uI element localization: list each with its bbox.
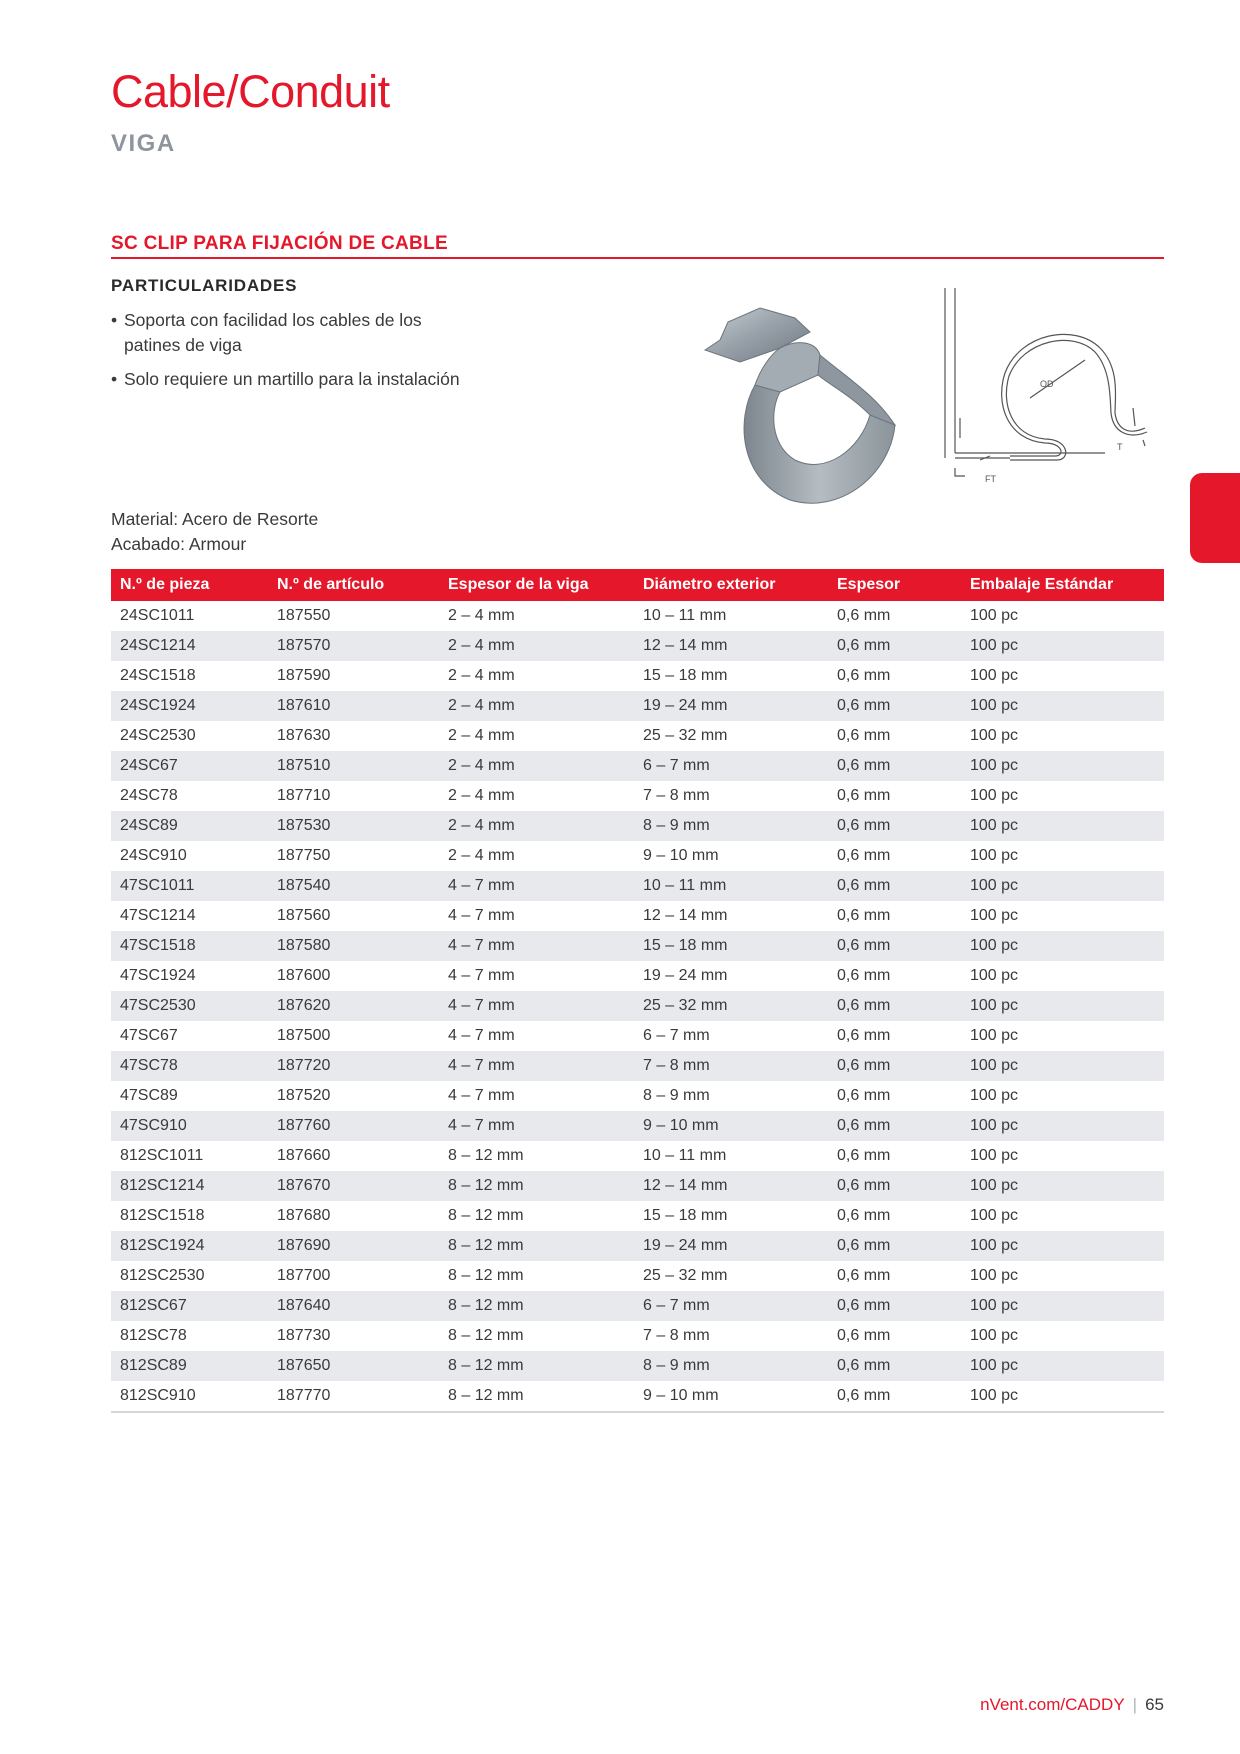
table-cell: 47SC910 xyxy=(111,1111,268,1141)
table-row xyxy=(111,781,1164,811)
table-cell: 2 – 4 mm xyxy=(448,667,515,684)
table-cell: 0,6 mm xyxy=(837,1087,891,1104)
page-title: Cable/Conduit xyxy=(111,66,390,117)
table-cell: 187520 xyxy=(277,1087,331,1104)
table-cell: 15 – 18 mm xyxy=(643,1207,728,1224)
t-label: T xyxy=(1117,442,1123,452)
table-cell: 187570 xyxy=(268,631,439,661)
material-line: Material: Acero de Resorte xyxy=(111,509,319,529)
table-cell: 100 pc xyxy=(961,1051,1164,1081)
table-cell: 100 pc xyxy=(970,1087,1019,1104)
table-row xyxy=(111,1051,1164,1081)
table-cell: 0,6 mm xyxy=(828,871,961,901)
column-header: Diámetro exterior xyxy=(634,569,828,601)
feature-text: Soporta con facilidad los cables de los patines de viga xyxy=(124,310,422,355)
table-cell: 100 pc xyxy=(970,667,1019,684)
table-cell: 0,6 mm xyxy=(837,607,891,624)
table-cell: 2 – 4 mm xyxy=(439,631,634,661)
page-footer xyxy=(980,1695,1164,1715)
table-cell: 2 – 4 mm xyxy=(439,811,634,841)
ft-label: FT xyxy=(985,474,996,484)
product-photo xyxy=(700,300,915,510)
column-header: N.º de artículo xyxy=(268,569,439,601)
table-cell: 100 pc xyxy=(961,1111,1164,1141)
table-cell: 187770 xyxy=(268,1381,439,1412)
table-cell: 6 – 7 mm xyxy=(634,1291,828,1321)
table-cell: 4 – 7 mm xyxy=(439,1111,634,1141)
table-cell: 187560 xyxy=(277,907,331,924)
table-cell: 187640 xyxy=(268,1291,439,1321)
table-cell: 187730 xyxy=(277,1327,331,1344)
table-cell: 47SC2530 xyxy=(111,991,268,1021)
table-row xyxy=(111,721,1164,751)
table-cell: 100 pc xyxy=(970,727,1019,744)
table-cell: 8 – 12 mm xyxy=(439,1381,634,1412)
table-cell: 187760 xyxy=(268,1111,439,1141)
table-cell: 24SC89 xyxy=(111,811,268,841)
table-cell: 2 – 4 mm xyxy=(439,691,634,721)
table-cell: 9 – 10 mm xyxy=(634,1381,828,1412)
table-cell: 6 – 7 mm xyxy=(634,751,828,781)
table-cell: 187500 xyxy=(277,1027,331,1044)
table-cell: 812SC2530 xyxy=(120,1267,205,1284)
table-cell: 12 – 14 mm xyxy=(634,631,828,661)
table-cell: 8 – 12 mm xyxy=(439,1351,634,1381)
table-cell: 0,6 mm xyxy=(837,667,891,684)
table-cell: 6 – 7 mm xyxy=(643,1027,710,1044)
table-cell: 10 – 11 mm xyxy=(634,871,828,901)
table-cell: 100 pc xyxy=(970,607,1019,624)
table-cell: 0,6 mm xyxy=(837,1327,891,1344)
table-cell: 187660 xyxy=(277,1147,331,1164)
table-cell: 0,6 mm xyxy=(837,1147,891,1164)
table-cell: 8 – 12 mm xyxy=(448,1327,524,1344)
table-cell: 812SC89 xyxy=(111,1351,268,1381)
table-row xyxy=(111,901,1164,931)
column-header: Embalaje Estándar xyxy=(961,569,1164,601)
table-cell: 187710 xyxy=(277,787,331,804)
table-cell: 2 – 4 mm xyxy=(448,727,515,744)
table-cell: 8 – 9 mm xyxy=(634,1351,828,1381)
table-cell: 4 – 7 mm xyxy=(439,1051,634,1081)
table-cell: 187550 xyxy=(277,607,331,624)
table-cell: 47SC67 xyxy=(120,1027,178,1044)
table-cell: 19 – 24 mm xyxy=(643,967,728,984)
table-cell: 4 – 7 mm xyxy=(448,967,515,984)
table-cell: 0,6 mm xyxy=(837,1027,891,1044)
table-cell: 0,6 mm xyxy=(837,967,891,984)
table-row xyxy=(111,961,1164,991)
table-cell: 4 – 7 mm xyxy=(448,1027,515,1044)
table-cell: 47SC1214 xyxy=(120,907,196,924)
table-cell: 812SC1924 xyxy=(111,1231,268,1261)
table-cell: 4 – 7 mm xyxy=(439,991,634,1021)
finish-line: Acabado: Armour xyxy=(111,534,247,554)
table-row xyxy=(111,1081,1164,1111)
table-cell: 0,6 mm xyxy=(828,931,961,961)
table-cell: 0,6 mm xyxy=(828,1351,961,1381)
table-cell: 47SC1518 xyxy=(111,931,268,961)
table-cell: 100 pc xyxy=(970,787,1019,804)
table-cell: 812SC1518 xyxy=(120,1207,205,1224)
table-cell: 187620 xyxy=(268,991,439,1021)
dimension-diagram xyxy=(935,288,1160,488)
table-cell: 187600 xyxy=(277,967,331,984)
table-row xyxy=(111,811,1164,841)
table-body xyxy=(111,601,1164,1412)
table-row xyxy=(111,601,1164,631)
table-row xyxy=(111,1201,1164,1231)
website-link[interactable]: nVent.com/CADDY xyxy=(980,1695,1125,1714)
table-cell: 4 – 7 mm xyxy=(448,907,515,924)
table-cell: 100 pc xyxy=(961,871,1164,901)
table-cell: 0,6 mm xyxy=(837,847,891,864)
table-cell: 4 – 7 mm xyxy=(439,931,634,961)
page-number: 65 xyxy=(1145,1695,1164,1714)
table-cell: 0,6 mm xyxy=(837,1267,891,1284)
table-row xyxy=(111,1261,1164,1291)
table-cell: 812SC910 xyxy=(111,1381,268,1412)
table-cell: 100 pc xyxy=(970,847,1019,864)
table-cell: 100 pc xyxy=(961,991,1164,1021)
table-cell: 100 pc xyxy=(970,1027,1019,1044)
table-cell: 187680 xyxy=(277,1207,331,1224)
table-cell: 0,6 mm xyxy=(828,631,961,661)
table-cell: 15 – 18 mm xyxy=(643,667,728,684)
table-cell: 9 – 10 mm xyxy=(634,1111,828,1141)
table-cell: 187650 xyxy=(268,1351,439,1381)
table-cell: 187590 xyxy=(277,667,331,684)
table-cell: 812SC67 xyxy=(111,1291,268,1321)
table-cell: 100 pc xyxy=(970,967,1019,984)
table-row xyxy=(111,1141,1164,1171)
table-cell: 100 pc xyxy=(961,811,1164,841)
table-row xyxy=(111,1291,1164,1321)
table-cell: 100 pc xyxy=(961,1171,1164,1201)
feature-item xyxy=(111,308,471,358)
table-cell: 100 pc xyxy=(970,907,1019,924)
table-cell: 0,6 mm xyxy=(828,691,961,721)
table-row xyxy=(111,1171,1164,1201)
table-cell: 100 pc xyxy=(970,1267,1019,1284)
table-cell: 8 – 12 mm xyxy=(439,1291,634,1321)
features-list xyxy=(111,308,471,401)
table-cell: 2 – 4 mm xyxy=(439,751,634,781)
table-cell: 100 pc xyxy=(961,631,1164,661)
table-row xyxy=(111,1111,1164,1141)
table-cell: 0,6 mm xyxy=(828,1111,961,1141)
table-cell: 812SC78 xyxy=(120,1327,187,1344)
table-cell: 2 – 4 mm xyxy=(448,607,515,624)
table-cell: 8 – 12 mm xyxy=(448,1207,524,1224)
table-cell: 187750 xyxy=(277,847,331,864)
od-label: OD xyxy=(1040,379,1054,389)
section-title: SC CLIP PARA FIJACIÓN DE CABLE xyxy=(111,233,448,254)
table-cell: 24SC1518 xyxy=(120,667,196,684)
table-cell: 0,6 mm xyxy=(828,1231,961,1261)
table-cell: 24SC910 xyxy=(120,847,187,864)
material-info xyxy=(111,507,318,557)
table-row xyxy=(111,1321,1164,1351)
table-cell: 9 – 10 mm xyxy=(643,847,719,864)
table-cell: 187670 xyxy=(268,1171,439,1201)
table-cell: 2 – 4 mm xyxy=(448,847,515,864)
table-cell: 100 pc xyxy=(961,1291,1164,1321)
table-cell: 187630 xyxy=(277,727,331,744)
feature-item xyxy=(111,367,471,392)
column-header: Espesor xyxy=(828,569,961,601)
table-cell: 100 pc xyxy=(961,1381,1164,1412)
table-cell: 187580 xyxy=(268,931,439,961)
table-cell: 24SC2530 xyxy=(120,727,196,744)
table-cell: 0,6 mm xyxy=(837,1207,891,1224)
table-row xyxy=(111,691,1164,721)
table-cell: 12 – 14 mm xyxy=(634,1171,828,1201)
table-cell: 12 – 14 mm xyxy=(643,907,728,924)
table-row xyxy=(111,631,1164,661)
table-cell: 2 – 4 mm xyxy=(448,787,515,804)
table-cell: 812SC1214 xyxy=(111,1171,268,1201)
table-cell: 7 – 8 mm xyxy=(643,787,710,804)
table-cell: 0,6 mm xyxy=(828,991,961,1021)
table-cell: 100 pc xyxy=(961,1231,1164,1261)
table-cell: 7 – 8 mm xyxy=(643,1327,710,1344)
table-row xyxy=(111,871,1164,901)
table-row xyxy=(111,991,1164,1021)
section-tab xyxy=(1190,473,1240,563)
table-cell: 24SC1214 xyxy=(111,631,268,661)
footer-separator: | xyxy=(1132,1695,1138,1714)
table-cell: 100 pc xyxy=(961,1351,1164,1381)
table-cell: 10 – 11 mm xyxy=(643,1147,727,1164)
table-cell: 47SC78 xyxy=(111,1051,268,1081)
table-cell: 187690 xyxy=(268,1231,439,1261)
table-cell: 187700 xyxy=(277,1267,331,1284)
table-cell: 47SC89 xyxy=(120,1087,178,1104)
table-row xyxy=(111,841,1164,871)
table-cell: 19 – 24 mm xyxy=(634,1231,828,1261)
table-cell: 25 – 32 mm xyxy=(643,1267,728,1284)
table-cell: 100 pc xyxy=(961,931,1164,961)
table-row xyxy=(111,931,1164,961)
table-cell: 0,6 mm xyxy=(837,727,891,744)
section-divider xyxy=(111,257,1164,259)
table-cell: 8 – 9 mm xyxy=(634,811,828,841)
column-header: Espesor de la viga xyxy=(439,569,634,601)
table-cell: 7 – 8 mm xyxy=(634,1051,828,1081)
table-header-row xyxy=(111,569,1164,601)
table-cell: 0,6 mm xyxy=(837,907,891,924)
table-cell: 100 pc xyxy=(961,691,1164,721)
table-cell: 24SC1924 xyxy=(111,691,268,721)
table-cell: 24SC78 xyxy=(120,787,178,804)
table-cell: 100 pc xyxy=(970,1327,1019,1344)
table-cell: 8 – 9 mm xyxy=(643,1087,710,1104)
table-cell: 187540 xyxy=(268,871,439,901)
table-cell: 24SC1011 xyxy=(120,607,195,624)
table-cell: 8 – 12 mm xyxy=(448,1147,524,1164)
table-cell: 0,6 mm xyxy=(837,787,891,804)
table-cell: 8 – 12 mm xyxy=(448,1267,524,1284)
feature-text: Solo requiere un martillo para la instalación xyxy=(124,369,460,389)
table-cell: 15 – 18 mm xyxy=(634,931,828,961)
table-cell: 10 – 11 mm xyxy=(643,607,727,624)
column-header: N.º de pieza xyxy=(111,569,268,601)
features-heading: PARTICULARIDADES xyxy=(111,276,298,295)
table-cell: 100 pc xyxy=(970,1207,1019,1224)
table-cell: 187510 xyxy=(268,751,439,781)
table-cell: 24SC67 xyxy=(111,751,268,781)
table-row xyxy=(111,1351,1164,1381)
table-row xyxy=(111,661,1164,691)
table-cell: 4 – 7 mm xyxy=(439,871,634,901)
table-cell: 812SC1011 xyxy=(120,1147,204,1164)
table-row xyxy=(111,1231,1164,1261)
table-row xyxy=(111,751,1164,781)
table-cell: 0,6 mm xyxy=(828,1381,961,1412)
spec-table xyxy=(111,569,1164,1413)
bullet-icon: • xyxy=(111,369,118,389)
table-cell: 0,6 mm xyxy=(828,1171,961,1201)
table-cell: 0,6 mm xyxy=(828,751,961,781)
table-cell: 47SC1011 xyxy=(111,871,268,901)
table-cell: 100 pc xyxy=(970,1147,1019,1164)
table-cell: 0,6 mm xyxy=(828,811,961,841)
table-cell: 19 – 24 mm xyxy=(634,691,828,721)
table-cell: 47SC1924 xyxy=(120,967,196,984)
table-cell: 8 – 12 mm xyxy=(439,1231,634,1261)
table-cell: 0,6 mm xyxy=(828,1051,961,1081)
table-cell: 8 – 12 mm xyxy=(439,1171,634,1201)
table-cell: 25 – 32 mm xyxy=(643,727,728,744)
table-cell: 187610 xyxy=(268,691,439,721)
bullet-icon: • xyxy=(111,310,118,330)
table-cell: 187720 xyxy=(268,1051,439,1081)
page-subtitle: VIGA xyxy=(111,130,176,157)
table-cell: 187530 xyxy=(268,811,439,841)
table-row xyxy=(111,1381,1164,1412)
table-cell: 4 – 7 mm xyxy=(448,1087,515,1104)
table-row xyxy=(111,1021,1164,1051)
table-cell: 0,6 mm xyxy=(828,1291,961,1321)
table-cell: 25 – 32 mm xyxy=(634,991,828,1021)
table-cell: 100 pc xyxy=(961,751,1164,781)
